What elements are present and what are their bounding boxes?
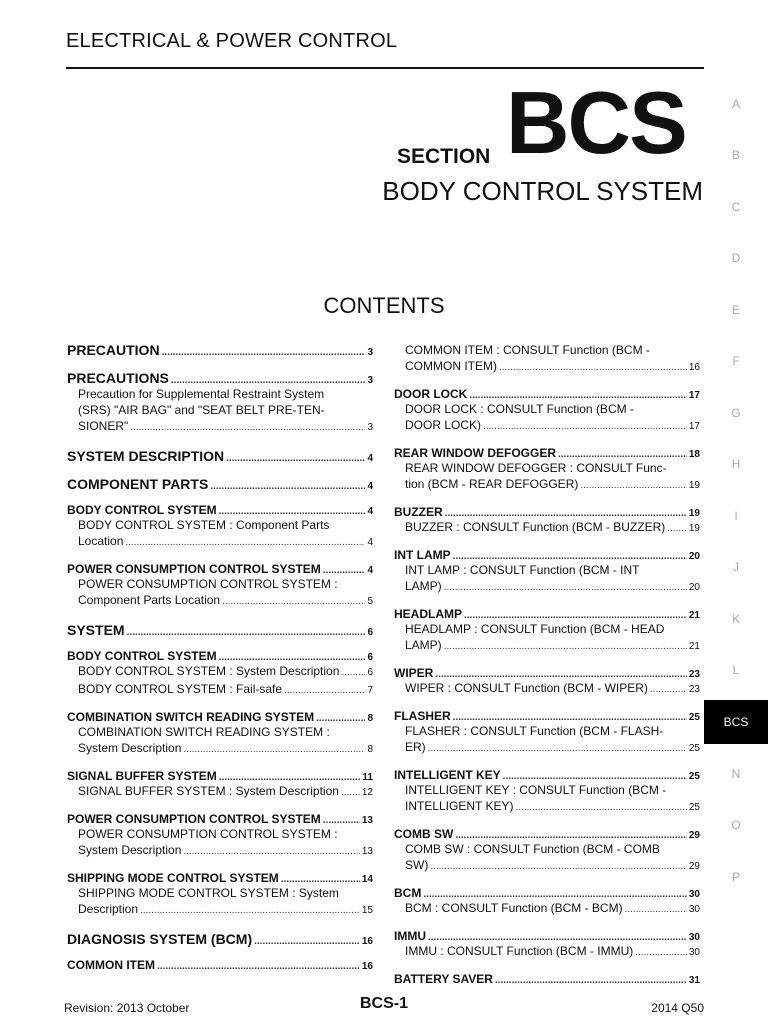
toc-entry-label: COMPONENT PARTS — [67, 476, 209, 492]
toc-entry-label: BATTERY SAVER — [394, 972, 493, 986]
toc-entry-row — [394, 505, 700, 519]
toc-page-number: 15 — [361, 905, 373, 916]
section-tab[interactable]: D — [731, 251, 741, 266]
toc-entry[interactable] — [67, 503, 373, 517]
dot-leader — [210, 476, 365, 492]
toc-page-number: 31 — [688, 975, 700, 986]
toc-entry[interactable] — [394, 827, 700, 841]
toc-entry-label: INTELLIGENT KEY) — [405, 799, 514, 813]
toc-entry[interactable] — [67, 517, 373, 551]
dot-leader — [130, 418, 365, 436]
toc-page-number: 21 — [688, 641, 700, 652]
toc-entry[interactable] — [67, 885, 373, 919]
section-tab[interactable]: P — [731, 869, 740, 884]
toc-entry[interactable] — [67, 724, 373, 758]
toc-entry-label: BODY CONTROL SYSTEM — [67, 649, 217, 663]
section-tab[interactable]: A — [731, 96, 740, 111]
dot-leader — [219, 769, 361, 783]
toc-page-number: 30 — [688, 889, 700, 900]
toc-page-number: 6 — [367, 652, 373, 663]
toc-page-number: 3 — [367, 422, 373, 433]
toc-entry-row — [78, 901, 373, 919]
toc-entry-label: PRECAUTIONS — [67, 370, 169, 386]
footer-revision: Revision: 2013 October — [64, 1001, 190, 1015]
toc-entry[interactable] — [394, 782, 700, 816]
toc-entry-row — [67, 769, 373, 783]
toc-entry-label: PRECAUTION — [67, 342, 160, 358]
section-index-tabs — [704, 78, 768, 903]
toc-page-number: 11 — [362, 772, 373, 783]
toc-entry-label: BUZZER : CONSULT Function (BCM - BUZZER) — [405, 520, 666, 534]
dot-leader — [435, 666, 687, 680]
toc-entry-label: WIPER : CONSULT Function (BCM - WIPER) — [405, 681, 648, 695]
dot-leader — [254, 931, 360, 947]
toc-page-number: 8 — [367, 713, 373, 724]
dot-leader — [453, 709, 687, 723]
toc-entry-label: DOOR LOCK — [394, 387, 468, 401]
toc-entry[interactable] — [67, 386, 373, 436]
toc-entry-row — [394, 548, 700, 562]
dot-leader — [503, 768, 687, 782]
contents-title: CONTENTS — [323, 293, 445, 318]
toc-entry[interactable] — [394, 723, 700, 757]
toc-entry-text: BODY CONTROL SYSTEM : Component Parts — [78, 518, 330, 532]
toc-entry-row — [67, 931, 373, 947]
toc-entry-row — [394, 446, 700, 460]
dot-leader — [157, 958, 360, 972]
toc-entry-label: LAMP) — [405, 579, 442, 593]
toc-page-number: 8 — [367, 744, 373, 755]
toc-entry-row — [405, 358, 700, 376]
toc-page-number: 25 — [688, 712, 700, 723]
toc-entry-row — [394, 929, 700, 943]
toc-entry-text: REAR WINDOW DEFOGGER : CONSULT Func- — [405, 461, 667, 475]
section-tab[interactable]: H — [731, 457, 741, 472]
dot-leader — [495, 972, 687, 986]
section-tab[interactable]: L — [732, 663, 740, 678]
toc-page-number: 17 — [688, 390, 700, 401]
toc-entry-label: INT LAMP — [394, 548, 451, 562]
toc-entry[interactable] — [67, 783, 373, 801]
toc-entry-label: SIONER" — [78, 419, 129, 433]
dot-leader — [323, 812, 360, 826]
toc-entry-text: COMBINATION SWITCH READING SYSTEM : — [78, 725, 330, 739]
toc-entry-label: HEADLAMP — [394, 607, 462, 621]
toc-entry[interactable] — [67, 476, 373, 492]
toc-entry-text: SHIPPING MODE CONTROL SYSTEM : System — [78, 886, 339, 900]
dot-leader — [226, 448, 365, 464]
dot-leader — [650, 680, 687, 698]
toc-page-number: 25 — [688, 802, 700, 813]
toc-entry[interactable] — [67, 663, 373, 681]
toc-entry-text: FLASHER : CONSULT Function (BCM - FLASH- — [405, 724, 664, 738]
toc-entry-row — [67, 342, 373, 358]
dot-leader — [183, 740, 365, 758]
toc-entry-row — [67, 622, 373, 638]
toc-entry-row — [394, 768, 700, 782]
toc-entry-label: COMB SW — [394, 827, 454, 841]
dot-leader — [222, 592, 365, 610]
toc-entry-row — [78, 740, 373, 758]
toc-entry[interactable] — [67, 769, 373, 783]
dot-leader — [341, 663, 365, 681]
toc-entry-row — [78, 418, 373, 436]
toc-page-number: 16 — [688, 362, 700, 373]
toc-entry[interactable] — [67, 871, 373, 885]
toc-entry[interactable] — [67, 649, 373, 663]
toc-entry-row — [394, 972, 700, 986]
toc-entry-label: BODY CONTROL SYSTEM — [67, 503, 217, 517]
toc-page-number: 4 — [367, 537, 373, 548]
toc-entry-row — [405, 900, 700, 918]
toc-page-number: 6 — [367, 627, 373, 638]
toc-entry-label: COMMON ITEM) — [405, 359, 497, 373]
toc-entry[interactable] — [67, 681, 373, 699]
toc-entry-row — [405, 476, 700, 494]
toc-page-number: 6 — [367, 667, 373, 678]
toc-entry-text: (SRS) "AIR BAG" and "SEAT BELT PRE-TEN- — [78, 403, 325, 417]
toc-entry[interactable] — [67, 958, 373, 972]
toc-entry-row — [78, 533, 373, 551]
section-word: SECTION — [397, 145, 491, 168]
toc-entry-label: SYSTEM DESCRIPTION — [67, 448, 225, 464]
toc-entry-row — [67, 476, 373, 492]
toc-entry-label: Location — [78, 534, 124, 548]
dot-leader — [469, 387, 687, 401]
section-tab[interactable]: F — [732, 354, 740, 369]
toc-entry[interactable] — [394, 562, 700, 596]
toc-entry-label: FLASHER — [394, 709, 451, 723]
toc-entry-row — [78, 663, 373, 681]
toc-left-column — [67, 342, 373, 972]
toc-entry[interactable] — [394, 505, 700, 519]
toc-entry-label: DIAGNOSIS SYSTEM (BCM) — [67, 931, 253, 947]
toc-entry[interactable] — [394, 768, 700, 782]
toc-entry-label: BODY CONTROL SYSTEM : Fail-safe — [78, 682, 283, 696]
toc-entry[interactable] — [67, 576, 373, 610]
toc-page-number: 13 — [361, 846, 373, 857]
dot-leader — [183, 842, 360, 860]
toc-entry[interactable] — [394, 929, 700, 943]
toc-entry-label: IMMU — [394, 929, 426, 943]
dot-leader — [284, 681, 365, 699]
section-tab[interactable]: E — [731, 302, 740, 317]
dot-leader — [580, 476, 687, 494]
toc-entry-row — [405, 739, 700, 757]
section-tab[interactable]: B — [731, 148, 740, 163]
toc-entry-row — [394, 666, 700, 680]
toc-entry-row — [67, 562, 373, 576]
toc-entry[interactable] — [67, 562, 373, 576]
dot-leader — [125, 533, 365, 551]
toc-entry-text: HEADLAMP : CONSULT Function (BCM - HEAD — [405, 622, 665, 636]
dot-leader — [430, 857, 687, 875]
dot-leader — [428, 739, 687, 757]
dot-leader — [667, 519, 687, 537]
toc-entry-label: WIPER — [394, 666, 434, 680]
toc-page-number: 30 — [688, 904, 700, 915]
toc-entry[interactable] — [394, 387, 700, 401]
toc-entry-text: POWER CONSUMPTION CONTROL SYSTEM : — [78, 577, 338, 591]
toc-entry[interactable] — [67, 622, 373, 638]
toc-page-number: 4 — [367, 453, 373, 464]
toc-entry-label: BODY CONTROL SYSTEM : System Description — [78, 664, 340, 678]
toc-entry[interactable] — [394, 342, 700, 376]
header-rule — [66, 67, 704, 69]
toc-entry-label: Component Parts Location — [78, 593, 221, 607]
toc-page-number: 12 — [361, 787, 373, 798]
toc-entry-row — [67, 871, 373, 885]
toc-entry-label: POWER CONSUMPTION CONTROL SYSTEM — [67, 812, 321, 826]
toc-page-number: 19 — [688, 480, 700, 491]
section-title: BODY CONTROL SYSTEM — [382, 176, 703, 206]
toc-page-number: 4 — [367, 481, 373, 492]
toc-entry[interactable] — [67, 342, 373, 358]
toc-entry-row — [67, 448, 373, 464]
toc-entry[interactable] — [394, 460, 700, 494]
toc-entry-row — [405, 637, 700, 655]
toc-entry-row — [67, 649, 373, 663]
toc-entry[interactable] — [67, 710, 373, 724]
toc-entry[interactable] — [67, 370, 373, 386]
toc-entry-label: tion (BCM - REAR DEFOGGER) — [405, 477, 579, 491]
toc-entry-row — [405, 519, 700, 537]
section-tab[interactable]: J — [733, 560, 739, 575]
toc-page-number: 16 — [361, 936, 373, 947]
dot-leader — [323, 562, 366, 576]
toc-entry-row — [67, 370, 373, 386]
dot-leader — [444, 578, 687, 596]
toc-page-number: 14 — [361, 874, 373, 885]
dot-leader — [464, 607, 687, 621]
toc-entry-label: POWER CONSUMPTION CONTROL SYSTEM — [67, 562, 321, 576]
toc-entry-row — [405, 417, 700, 435]
toc-entry-label: COMMON ITEM — [67, 958, 155, 972]
dot-leader — [171, 370, 366, 386]
toc-entry-row — [78, 783, 373, 801]
toc-entry-label: SIGNAL BUFFER SYSTEM — [67, 769, 217, 783]
toc-entry[interactable] — [394, 519, 700, 537]
section-tab[interactable]: O — [731, 818, 741, 833]
toc-entry[interactable] — [394, 709, 700, 723]
section-tab[interactable]: N — [731, 766, 741, 781]
toc-entry-row — [67, 812, 373, 826]
section-tab[interactable]: BCS — [704, 700, 768, 744]
toc-entry[interactable] — [394, 548, 700, 562]
toc-entry-row — [394, 387, 700, 401]
toc-entry[interactable] — [394, 841, 700, 875]
toc-entry-label: BCM — [394, 886, 422, 900]
section-tab[interactable]: C — [731, 199, 741, 214]
toc-page-number: 19 — [688, 508, 700, 519]
section-tab[interactable]: I — [734, 508, 738, 523]
toc-page-number: 3 — [367, 375, 373, 386]
dot-leader — [341, 783, 360, 801]
toc-entry-label: SHIPPING MODE CONTROL SYSTEM — [67, 871, 279, 885]
dot-leader — [219, 649, 366, 663]
section-code: BCS — [506, 73, 686, 172]
toc-page-number: 4 — [367, 506, 373, 517]
toc-entry-label: Description — [78, 902, 139, 916]
toc-entry[interactable] — [67, 812, 373, 826]
toc-page-number: 20 — [688, 551, 700, 562]
dot-leader — [281, 871, 360, 885]
toc-entry-label: REAR WINDOW DEFOGGER — [394, 446, 556, 460]
toc-entry[interactable] — [67, 826, 373, 860]
toc-entry-text: COMB SW : CONSULT Function (BCM - COMB — [405, 842, 660, 856]
dot-leader — [483, 417, 687, 435]
toc-entry-label: DOOR LOCK) — [405, 418, 482, 432]
toc-page-number: 21 — [688, 610, 700, 621]
dot-leader — [140, 901, 360, 919]
toc-page-number: 29 — [688, 830, 700, 841]
toc-entry[interactable] — [394, 886, 700, 900]
toc-entry-label: SW) — [405, 858, 429, 872]
toc-entry-row — [394, 709, 700, 723]
toc-entry[interactable] — [67, 448, 373, 464]
dot-leader — [423, 886, 687, 900]
toc-page-number: 3 — [367, 347, 373, 358]
toc-page-number: 4 — [367, 565, 373, 576]
toc-page-number: 25 — [688, 743, 700, 754]
toc-entry-label: INTELLIGENT KEY — [394, 768, 501, 782]
toc-entry[interactable] — [394, 680, 700, 698]
toc-entry-text: Precaution for Supplemental Restraint System — [78, 387, 325, 401]
toc-entry[interactable] — [394, 607, 700, 621]
dot-leader — [316, 710, 365, 724]
toc-entry-text: COMMON ITEM : CONSULT Function (BCM - — [405, 343, 650, 357]
dot-leader — [635, 943, 687, 961]
dot-leader — [444, 637, 687, 655]
toc-entry-row — [394, 607, 700, 621]
toc-page-number: 20 — [688, 582, 700, 593]
toc-entry[interactable] — [394, 621, 700, 655]
toc-entry-row — [78, 842, 373, 860]
toc-entry[interactable] — [394, 972, 700, 986]
dot-leader — [428, 929, 687, 943]
dot-leader — [515, 798, 686, 816]
toc-entry-row — [405, 578, 700, 596]
toc-entry-row — [405, 943, 700, 961]
toc-entry-row — [67, 710, 373, 724]
toc-entry-text: INTELLIGENT KEY : CONSULT Function (BCM - — [405, 783, 667, 797]
toc-entry-row — [67, 958, 373, 972]
footer-model: 2014 Q50 — [651, 1001, 704, 1015]
toc-entry-label: IMMU : CONSULT Function (BCM - IMMU) — [405, 944, 634, 958]
dot-leader — [499, 358, 687, 376]
toc-entry-text: DOOR LOCK : CONSULT Function (BCM - — [405, 402, 634, 416]
section-tab[interactable]: G — [731, 405, 741, 420]
toc-entry[interactable] — [394, 666, 700, 680]
toc-entry-label: COMBINATION SWITCH READING SYSTEM — [67, 710, 315, 724]
dot-leader — [445, 505, 687, 519]
toc-page-number: 23 — [688, 669, 700, 680]
toc-entry-label: BUZZER — [394, 505, 443, 519]
dot-leader — [455, 827, 687, 841]
toc-entry-text: INT LAMP : CONSULT Function (BCM - INT — [405, 563, 640, 577]
toc-entry[interactable] — [67, 931, 373, 947]
dot-leader — [625, 900, 687, 918]
toc-page-number: 30 — [688, 932, 700, 943]
toc-entry-row — [394, 827, 700, 841]
toc-entry-label: SIGNAL BUFFER SYSTEM : System Description — [78, 784, 339, 798]
toc-page-number: 18 — [688, 449, 700, 460]
footer-page-number: BCS-1 — [359, 995, 408, 1012]
toc-page-number: 13 — [361, 815, 373, 826]
toc-entry-text: POWER CONSUMPTION CONTROL SYSTEM : — [78, 827, 338, 841]
toc-entry[interactable] — [394, 900, 700, 918]
toc-page-number: 23 — [688, 684, 700, 695]
toc-entry[interactable] — [394, 401, 700, 435]
toc-page-number: 25 — [688, 771, 700, 782]
toc-entry-row — [78, 681, 373, 699]
toc-entry-row — [67, 503, 373, 517]
dot-leader — [219, 503, 366, 517]
dot-leader — [453, 548, 687, 562]
toc-page-number: 17 — [688, 421, 700, 432]
toc-page-number: 30 — [688, 947, 700, 958]
toc-page-number: 5 — [367, 596, 373, 607]
header-category: ELECTRICAL & POWER CONTROL — [66, 30, 398, 52]
toc-page-number: 19 — [688, 523, 700, 534]
toc-entry-label: SYSTEM — [67, 622, 125, 638]
toc-entry-label: System Description — [78, 843, 182, 857]
toc-page-number: 29 — [688, 861, 700, 872]
toc-page-number: 16 — [361, 961, 373, 972]
section-tab[interactable]: K — [731, 611, 740, 626]
toc-right-column — [394, 342, 700, 986]
toc-entry[interactable] — [394, 943, 700, 961]
toc-entry-row — [394, 886, 700, 900]
toc-entry-label: ER) — [405, 740, 426, 754]
toc-entry-row — [405, 680, 700, 698]
toc-entry-label: LAMP) — [405, 638, 442, 652]
toc-page-number: 7 — [367, 685, 373, 696]
dot-leader — [162, 342, 366, 358]
toc-entry-row — [405, 857, 700, 875]
toc-entry-row — [405, 798, 700, 816]
toc-entry-row — [78, 592, 373, 610]
toc-entry[interactable] — [394, 446, 700, 460]
dot-leader — [558, 446, 687, 460]
dot-leader — [127, 622, 366, 638]
toc-entry-label: System Description — [78, 741, 182, 755]
toc-entry-label: BCM : CONSULT Function (BCM - BCM) — [405, 901, 623, 915]
